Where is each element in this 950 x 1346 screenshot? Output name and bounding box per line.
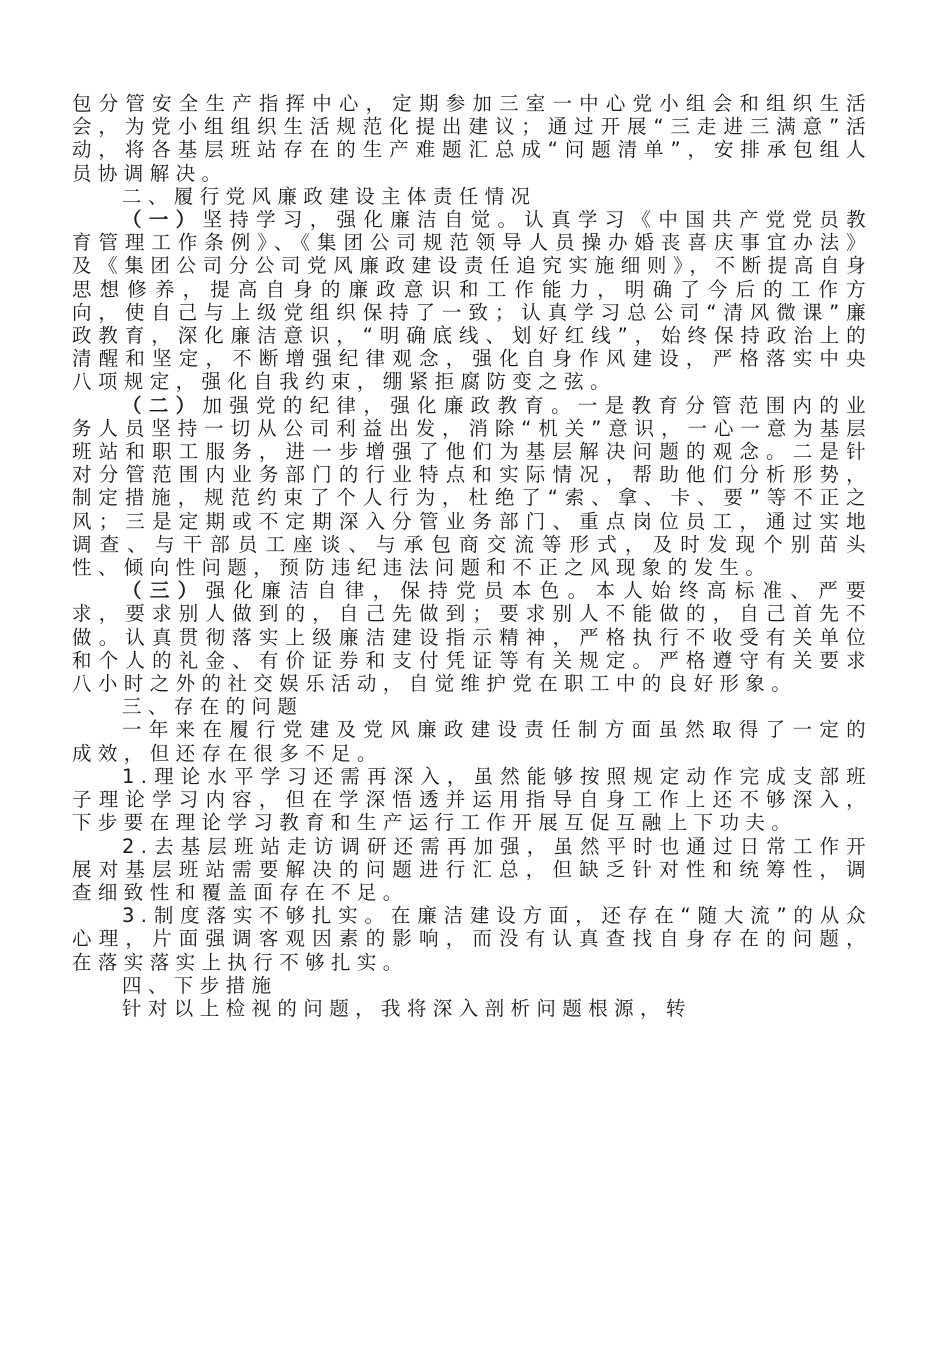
paragraph-text: 2.去基层班站走访调研还需再加强，虽然平时也通过日常工作开展对基层班站需要解决的问题进行汇总，但缺乏针对性和统筹性，调查细致性和覆盖面存在不足。	[72, 834, 872, 904]
paragraph-text: 加强党的纪律，强化廉政教育。一是教育分管范围内的业务人员坚持一切从公司利益出发，消除“机关”意识，一心一意为基层班站和职工服务，进一步增强了他们为基层解决问题的观念。二是针对分管范围内业务部门的行业特点和实际情况，帮助他们分析形势，制定措施，规范约束了个人行为，杜绝了“索、拿、卡、要”等不正之风；三是定期或不定期深入分管业务部门、重点岗位员工，通过实地调查、与干部员工座谈、与承包商交流等形式，及时发现个别苗头性、倾向性问题，预防违纪违法问题和不正之风现象的发生。	[72, 393, 872, 580]
paragraph	[72, 718, 872, 764]
paragraph	[72, 208, 872, 394]
paragraph	[72, 579, 872, 695]
heading-text: 三、存在的问题	[122, 695, 304, 719]
paragraph-text: 针对以上检视的问题，我将深入剖析问题根源，转	[122, 996, 692, 1020]
paragraph	[72, 904, 872, 974]
heading-text: 二、履行党风廉政建设主体责任情况	[122, 184, 537, 208]
paragraph-text: 3.制度落实不够扎实。在廉洁建设方面，还存在“随大流”的从众心理，片面强调客观因素的影响，而没有认真查找自身存在的问题，在落实落实上执行不够扎实。	[72, 904, 872, 974]
paragraph	[72, 765, 872, 835]
paragraph	[72, 394, 872, 580]
paragraph	[72, 92, 872, 185]
paragraph-text: 包分管安全生产指挥中心，定期参加三室一中心党小组会和组织生活会，为党小组组织生活规范化提出建议；通过开展“三走进三满意”活动，将各基层班站存在的生产难题汇总成“问题清单”，安排承包组人员协调解决。	[72, 92, 872, 185]
paragraph-text: 一年来在履行党建及党风廉政建设责任制方面虽然取得了一定的成效，但还存在很多不足。	[72, 718, 872, 765]
paragraph-text: 强化廉洁自律，保持党员本色。本人始终高标准、严要求，要求别人做到的，自己先做到；要求别人不能做的，自己首先不做。认真贯彻落实上级廉洁建设指示精神，严格执行不收受有关单位和个人的礼金、有价证券和支付凭证等有关规定。严格遵守有关要求八小时之外的社交娱乐活动，自觉维护党在职工中的良好形象。	[72, 579, 873, 696]
paragraph-text: 坚持学习，强化廉洁自觉。认真学习《中国共产党党员教育管理工作条例》、《集团公司规范领导人员操办婚丧喜庆事宜办法》及《集团公司分公司党风廉政建设责任追究实施细则》，不断提高自身思想修养，提高自身的廉政意识和工作能力，明确了今后的工作方向，使自己与上级党组织保持了一致；认真学习总公司“清风微课”廉政教育，深化廉洁意识，“明确底线、划好红线”，始终保持政治上的清醒和坚定，不断增强纪律观念，强化自身作风建设，严格落实中央八项规定，强化自我约束，绷紧拒腐防变之弦。	[72, 208, 872, 394]
paragraph-text: 1.理论水平学习还需再深入，虽然能够按照规定动作完成支部班子理论学习内容，但在学深悟透并运用指导自身工作上还不够深入，下步要在理论学习教育和生产运行工作开展互促互融上下功夫。	[72, 764, 872, 835]
item-marker: （二）	[122, 393, 203, 417]
item-marker: （三）	[122, 579, 206, 603]
paragraph	[72, 997, 872, 1020]
section-heading	[72, 974, 872, 997]
document-page	[72, 92, 872, 1020]
paragraph	[72, 835, 872, 905]
heading-text: 四、下步措施	[122, 973, 278, 997]
section-heading	[72, 695, 872, 718]
item-marker: （一）	[122, 208, 203, 232]
section-heading	[72, 185, 872, 208]
